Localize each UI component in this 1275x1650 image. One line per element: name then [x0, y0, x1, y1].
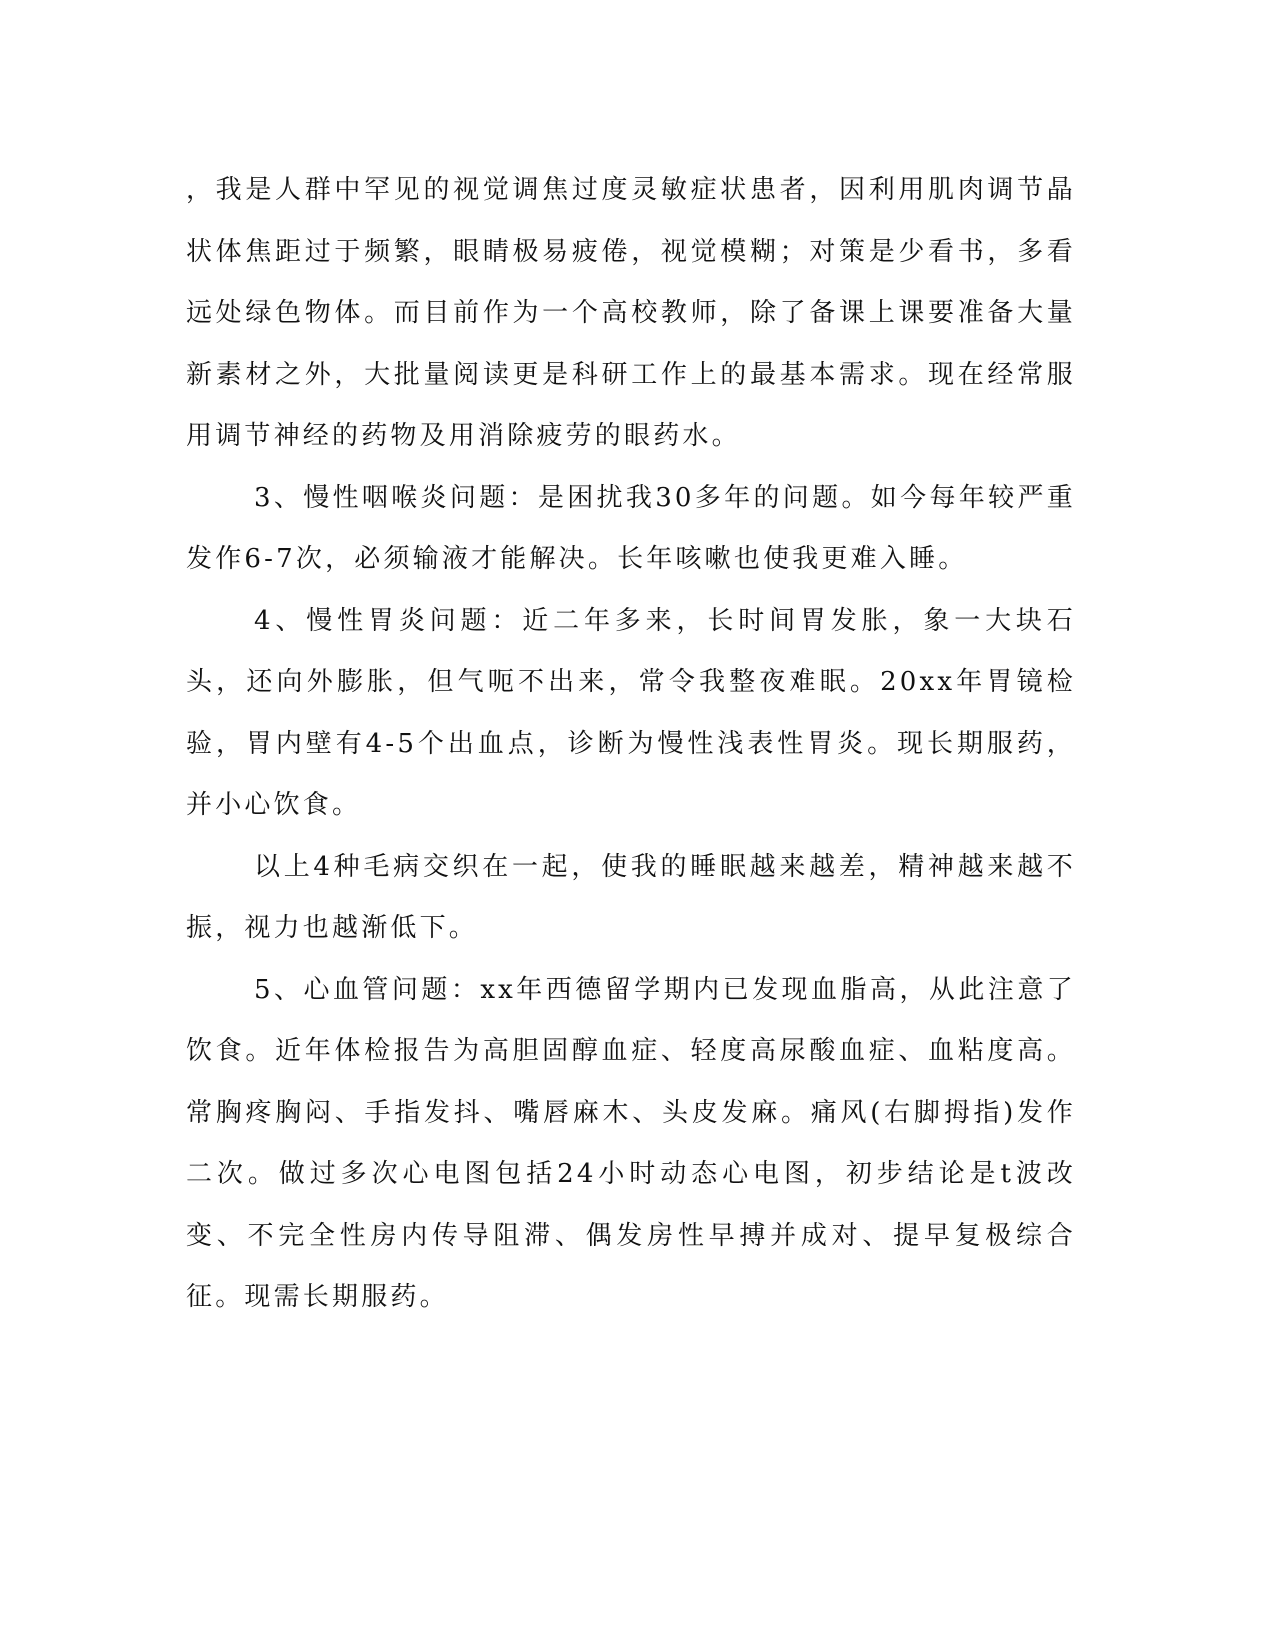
paragraph-chronic-pharyngitis: 3、慢性咽喉炎问题：是困扰我30多年的问题。如今每年较严重发作6-7次，必须输液才能解决。长年咳嗽也使我更难入睡。: [186, 482, 1076, 574]
paragraph-combined-effects: 以上4种毛病交织在一起，使我的睡眠越来越差，精神越来越不振，视力也越渐低下。: [186, 851, 1076, 943]
document-body: [186, 160, 1076, 1329]
paragraph-chronic-gastritis: 4、慢性胃炎问题：近二年多来，长时间胃发胀，象一大块石头，还向外膨胀，但气呃不出来，常令我整夜难眠。20xx年胃镜检验，胃内壁有4-5个出血点，诊断为慢性浅表性胃炎。现长期服药，并小心饮食。: [186, 605, 1076, 820]
paragraph-cardiovascular: 5、心血管问题：xx年西德留学期内已发现血脂高，从此注意了饮食。近年体检报告为高胆固醇血症、轻度高尿酸血症、血粘度高。常胸疼胸闷、手指发抖、嘴唇麻木、头皮发麻。痛风(右脚拇指)发作二次。做过多次心电图包括24小时动态心电图，初步结论是t波改变、不完全性房内传导阻滞、偶发房性早搏并成对、提早复极综合征。现需长期服药。: [186, 974, 1076, 1312]
paragraph-eye-condition: ，我是人群中罕见的视觉调焦过度灵敏症状患者，因利用肌肉调节晶状体焦距过于频繁，眼睛极易疲倦，视觉模糊；对策是少看书，多看远处绿色物体。而目前作为一个高校教师，除了备课上课要准备大量新素材之外，大批量阅读更是科研工作上的最基本需求。现在经常服用调节神经的药物及用消除疲劳的眼药水。: [186, 175, 1076, 451]
